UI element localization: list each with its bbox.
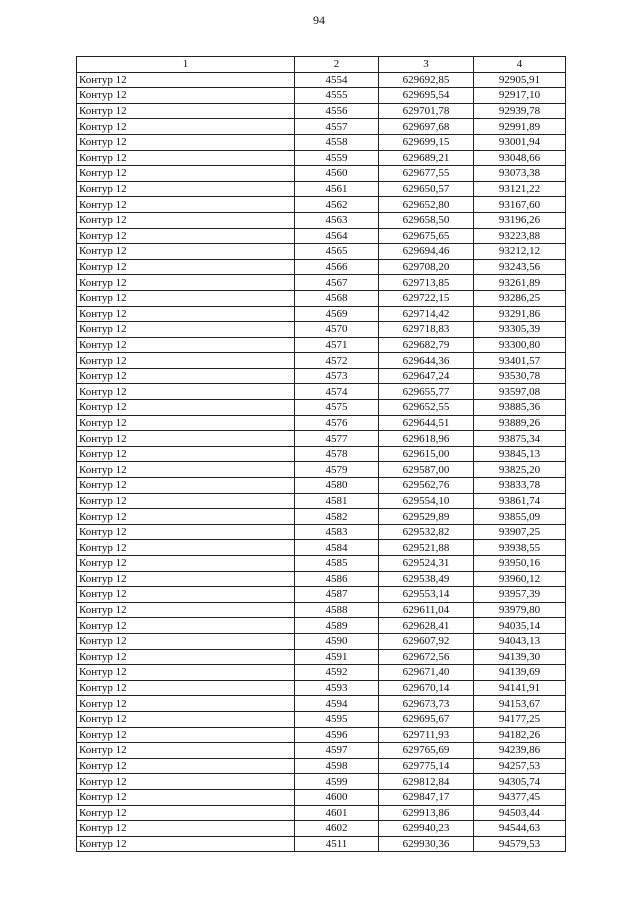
contour-name-cell: Контур 12 (77, 306, 295, 322)
point-number-cell: 4567 (295, 275, 379, 291)
point-number-cell: 4600 (295, 789, 379, 805)
contour-name-cell: Контур 12 (77, 540, 295, 556)
contour-name-cell: Контур 12 (77, 743, 295, 759)
table-row (77, 446, 566, 462)
point-number-cell: 4599 (295, 774, 379, 790)
x-coordinate-cell: 629647,24 (379, 368, 474, 384)
table-row (77, 509, 566, 525)
y-coordinate-cell: 93950,16 (474, 556, 566, 572)
point-number-cell: 4571 (295, 337, 379, 353)
contour-name-cell: Контур 12 (77, 633, 295, 649)
contour-name-cell: Контур 12 (77, 758, 295, 774)
table-row (77, 212, 566, 228)
y-coordinate-cell: 93833,78 (474, 478, 566, 494)
table-row (77, 524, 566, 540)
contour-name-cell: Контур 12 (77, 805, 295, 821)
contour-name-cell: Контур 12 (77, 524, 295, 540)
y-coordinate-cell: 93885,36 (474, 400, 566, 416)
x-coordinate-cell: 629775,14 (379, 758, 474, 774)
y-coordinate-cell: 93875,34 (474, 431, 566, 447)
table-row (77, 290, 566, 306)
point-number-cell: 4584 (295, 540, 379, 556)
x-coordinate-cell: 629587,00 (379, 462, 474, 478)
contour-name-cell: Контур 12 (77, 789, 295, 805)
contour-name-cell: Контур 12 (77, 181, 295, 197)
table-row (77, 431, 566, 447)
point-number-cell: 4595 (295, 711, 379, 727)
table-body (77, 72, 566, 852)
point-number-cell: 4601 (295, 805, 379, 821)
contour-name-cell: Контур 12 (77, 353, 295, 369)
point-number-cell: 4563 (295, 212, 379, 228)
x-coordinate-cell: 629692,85 (379, 72, 474, 88)
y-coordinate-cell: 93861,74 (474, 493, 566, 509)
y-coordinate-cell: 93907,25 (474, 524, 566, 540)
x-coordinate-cell: 629553,14 (379, 587, 474, 603)
contour-name-cell: Контур 12 (77, 88, 295, 104)
y-coordinate-cell: 94305,74 (474, 774, 566, 790)
x-coordinate-cell: 629812,84 (379, 774, 474, 790)
point-number-cell: 4559 (295, 150, 379, 166)
point-number-cell: 4558 (295, 134, 379, 150)
coordinates-table (76, 56, 566, 852)
point-number-cell: 4568 (295, 290, 379, 306)
table-row (77, 587, 566, 603)
table-row (77, 602, 566, 618)
y-coordinate-cell: 93938,55 (474, 540, 566, 556)
point-number-cell: 4591 (295, 649, 379, 665)
x-coordinate-cell: 629673,73 (379, 696, 474, 712)
x-coordinate-cell: 629718,83 (379, 322, 474, 338)
point-number-cell: 4597 (295, 743, 379, 759)
point-number-cell: 4589 (295, 618, 379, 634)
contour-name-cell: Контур 12 (77, 649, 295, 665)
x-coordinate-cell: 629722,15 (379, 290, 474, 306)
table-row (77, 821, 566, 837)
x-coordinate-cell: 629670,14 (379, 680, 474, 696)
y-coordinate-cell: 93223,88 (474, 228, 566, 244)
point-number-cell: 4556 (295, 103, 379, 119)
table-row (77, 368, 566, 384)
contour-name-cell: Контур 12 (77, 696, 295, 712)
y-coordinate-cell: 93073,38 (474, 166, 566, 182)
table-row (77, 493, 566, 509)
point-number-cell: 4573 (295, 368, 379, 384)
y-coordinate-cell: 93825,20 (474, 462, 566, 478)
y-coordinate-cell: 93121,22 (474, 181, 566, 197)
x-coordinate-cell: 629615,00 (379, 446, 474, 462)
y-coordinate-cell: 93960,12 (474, 571, 566, 587)
y-coordinate-cell: 94377,45 (474, 789, 566, 805)
contour-name-cell: Контур 12 (77, 509, 295, 525)
point-number-cell: 4580 (295, 478, 379, 494)
contour-name-cell: Контур 12 (77, 72, 295, 88)
y-coordinate-cell: 94182,26 (474, 727, 566, 743)
point-number-cell: 4511 (295, 836, 379, 852)
column-header-3: 3 (379, 57, 474, 73)
table-row (77, 337, 566, 353)
table-row (77, 322, 566, 338)
x-coordinate-cell: 629521,88 (379, 540, 474, 556)
point-number-cell: 4579 (295, 462, 379, 478)
point-number-cell: 4588 (295, 602, 379, 618)
contour-name-cell: Контур 12 (77, 618, 295, 634)
contour-name-cell: Контур 12 (77, 587, 295, 603)
point-number-cell: 4576 (295, 415, 379, 431)
contour-name-cell: Контур 12 (77, 290, 295, 306)
point-number-cell: 4561 (295, 181, 379, 197)
contour-name-cell: Контур 12 (77, 103, 295, 119)
x-coordinate-cell: 629611,04 (379, 602, 474, 618)
x-coordinate-cell: 629713,85 (379, 275, 474, 291)
table-row (77, 836, 566, 852)
y-coordinate-cell: 93530,78 (474, 368, 566, 384)
x-coordinate-cell: 629652,55 (379, 400, 474, 416)
y-coordinate-cell: 94139,69 (474, 665, 566, 681)
point-number-cell: 4555 (295, 88, 379, 104)
table-row (77, 618, 566, 634)
y-coordinate-cell: 94141,91 (474, 680, 566, 696)
y-coordinate-cell: 94257,53 (474, 758, 566, 774)
point-number-cell: 4585 (295, 556, 379, 572)
point-number-cell: 4582 (295, 509, 379, 525)
table-row (77, 649, 566, 665)
table-row (77, 275, 566, 291)
x-coordinate-cell: 629930,36 (379, 836, 474, 852)
x-coordinate-cell: 629644,51 (379, 415, 474, 431)
y-coordinate-cell: 93855,09 (474, 509, 566, 525)
column-header-2: 2 (295, 57, 379, 73)
contour-name-cell: Контур 12 (77, 462, 295, 478)
contour-name-cell: Контур 12 (77, 134, 295, 150)
x-coordinate-cell: 629554,10 (379, 493, 474, 509)
point-number-cell: 4583 (295, 524, 379, 540)
point-number-cell: 4560 (295, 166, 379, 182)
point-number-cell: 4570 (295, 322, 379, 338)
contour-name-cell: Контур 12 (77, 556, 295, 572)
contour-name-cell: Контур 12 (77, 415, 295, 431)
table-row (77, 462, 566, 478)
y-coordinate-cell: 92917,10 (474, 88, 566, 104)
x-coordinate-cell: 629652,80 (379, 197, 474, 213)
x-coordinate-cell: 629701,78 (379, 103, 474, 119)
y-coordinate-cell: 93305,39 (474, 322, 566, 338)
point-number-cell: 4562 (295, 197, 379, 213)
y-coordinate-cell: 93291,86 (474, 306, 566, 322)
table-row (77, 774, 566, 790)
column-header-4: 4 (474, 57, 566, 73)
page-number: 94 (313, 13, 325, 27)
table-row (77, 244, 566, 260)
contour-name-cell: Контур 12 (77, 571, 295, 587)
contour-name-cell: Контур 12 (77, 478, 295, 494)
table-row (77, 134, 566, 150)
point-number-cell: 4575 (295, 400, 379, 416)
table-row (77, 166, 566, 182)
point-number-cell: 4590 (295, 633, 379, 649)
y-coordinate-cell: 93196,26 (474, 212, 566, 228)
contour-name-cell: Контур 12 (77, 602, 295, 618)
contour-name-cell: Контур 12 (77, 228, 295, 244)
contour-name-cell: Контур 12 (77, 493, 295, 509)
table-row (77, 789, 566, 805)
contour-name-cell: Контур 12 (77, 259, 295, 275)
y-coordinate-cell: 94153,67 (474, 696, 566, 712)
table-row (77, 400, 566, 416)
y-coordinate-cell: 94579,53 (474, 836, 566, 852)
y-coordinate-cell: 93889,26 (474, 415, 566, 431)
x-coordinate-cell: 629532,82 (379, 524, 474, 540)
contour-name-cell: Контур 12 (77, 166, 295, 182)
table-header-row (77, 57, 566, 73)
point-number-cell: 4572 (295, 353, 379, 369)
point-number-cell: 4592 (295, 665, 379, 681)
y-coordinate-cell: 93001,94 (474, 134, 566, 150)
table-row (77, 88, 566, 104)
table-row (77, 228, 566, 244)
point-number-cell: 4594 (295, 696, 379, 712)
table-row (77, 571, 566, 587)
table-row (77, 805, 566, 821)
y-coordinate-cell: 94139,30 (474, 649, 566, 665)
x-coordinate-cell: 629538,49 (379, 571, 474, 587)
table-row (77, 103, 566, 119)
x-coordinate-cell: 629708,20 (379, 259, 474, 275)
x-coordinate-cell: 629644,36 (379, 353, 474, 369)
x-coordinate-cell: 629694,46 (379, 244, 474, 260)
y-coordinate-cell: 93286,25 (474, 290, 566, 306)
contour-name-cell: Контур 12 (77, 665, 295, 681)
point-number-cell: 4587 (295, 587, 379, 603)
x-coordinate-cell: 629524,31 (379, 556, 474, 572)
point-number-cell: 4596 (295, 727, 379, 743)
x-coordinate-cell: 629655,77 (379, 384, 474, 400)
table-row (77, 181, 566, 197)
point-number-cell: 4564 (295, 228, 379, 244)
table-row (77, 696, 566, 712)
y-coordinate-cell: 93979,80 (474, 602, 566, 618)
contour-name-cell: Контур 12 (77, 275, 295, 291)
table-row (77, 743, 566, 759)
point-number-cell: 4602 (295, 821, 379, 837)
contour-name-cell: Контур 12 (77, 368, 295, 384)
point-number-cell: 4554 (295, 72, 379, 88)
contour-name-cell: Контур 12 (77, 727, 295, 743)
point-number-cell: 4566 (295, 259, 379, 275)
y-coordinate-cell: 92905,91 (474, 72, 566, 88)
y-coordinate-cell: 93401,57 (474, 353, 566, 369)
contour-name-cell: Контур 12 (77, 680, 295, 696)
point-number-cell: 4598 (295, 758, 379, 774)
point-number-cell: 4577 (295, 431, 379, 447)
contour-name-cell: Контур 12 (77, 821, 295, 837)
contour-name-cell: Контур 12 (77, 337, 295, 353)
point-number-cell: 4557 (295, 119, 379, 135)
table-row (77, 306, 566, 322)
x-coordinate-cell: 629675,65 (379, 228, 474, 244)
x-coordinate-cell: 629695,54 (379, 88, 474, 104)
x-coordinate-cell: 629677,55 (379, 166, 474, 182)
x-coordinate-cell: 629940,23 (379, 821, 474, 837)
y-coordinate-cell: 94043,13 (474, 633, 566, 649)
table-row (77, 197, 566, 213)
table-row (77, 758, 566, 774)
table-row (77, 353, 566, 369)
y-coordinate-cell: 93261,89 (474, 275, 566, 291)
y-coordinate-cell: 94544,63 (474, 821, 566, 837)
y-coordinate-cell: 94177,25 (474, 711, 566, 727)
point-number-cell: 4565 (295, 244, 379, 260)
point-number-cell: 4581 (295, 493, 379, 509)
y-coordinate-cell: 93212,12 (474, 244, 566, 260)
contour-name-cell: Контур 12 (77, 400, 295, 416)
x-coordinate-cell: 629672,56 (379, 649, 474, 665)
table-row (77, 415, 566, 431)
y-coordinate-cell: 94503,44 (474, 805, 566, 821)
contour-name-cell: Контур 12 (77, 197, 295, 213)
table-row (77, 680, 566, 696)
y-coordinate-cell: 93845,13 (474, 446, 566, 462)
contour-name-cell: Контур 12 (77, 212, 295, 228)
x-coordinate-cell: 629695,67 (379, 711, 474, 727)
table-row (77, 72, 566, 88)
contour-name-cell: Контур 12 (77, 711, 295, 727)
table-row (77, 727, 566, 743)
table-row (77, 478, 566, 494)
point-number-cell: 4586 (295, 571, 379, 587)
contour-name-cell: Контур 12 (77, 431, 295, 447)
contour-name-cell: Контур 12 (77, 384, 295, 400)
table-row (77, 384, 566, 400)
y-coordinate-cell: 93167,60 (474, 197, 566, 213)
point-number-cell: 4569 (295, 306, 379, 322)
y-coordinate-cell: 94035,14 (474, 618, 566, 634)
x-coordinate-cell: 629618,96 (379, 431, 474, 447)
table-row (77, 665, 566, 681)
table-row (77, 556, 566, 572)
column-header-1: 1 (77, 57, 295, 73)
x-coordinate-cell: 629529,89 (379, 509, 474, 525)
y-coordinate-cell: 92939,78 (474, 103, 566, 119)
x-coordinate-cell: 629682,79 (379, 337, 474, 353)
x-coordinate-cell: 629913,86 (379, 805, 474, 821)
table-row (77, 119, 566, 135)
x-coordinate-cell: 629562,76 (379, 478, 474, 494)
x-coordinate-cell: 629671,40 (379, 665, 474, 681)
x-coordinate-cell: 629607,92 (379, 633, 474, 649)
contour-name-cell: Контур 12 (77, 119, 295, 135)
y-coordinate-cell: 93300,80 (474, 337, 566, 353)
x-coordinate-cell: 629699,15 (379, 134, 474, 150)
point-number-cell: 4574 (295, 384, 379, 400)
point-number-cell: 4578 (295, 446, 379, 462)
y-coordinate-cell: 92991,89 (474, 119, 566, 135)
x-coordinate-cell: 629711,93 (379, 727, 474, 743)
x-coordinate-cell: 629847,17 (379, 789, 474, 805)
y-coordinate-cell: 93048,66 (474, 150, 566, 166)
table-row (77, 540, 566, 556)
y-coordinate-cell: 94239,86 (474, 743, 566, 759)
table-row (77, 633, 566, 649)
contour-name-cell: Контур 12 (77, 774, 295, 790)
contour-name-cell: Контур 12 (77, 836, 295, 852)
x-coordinate-cell: 629658,50 (379, 212, 474, 228)
table-row (77, 259, 566, 275)
contour-name-cell: Контур 12 (77, 446, 295, 462)
table-row (77, 150, 566, 166)
x-coordinate-cell: 629697,68 (379, 119, 474, 135)
contour-name-cell: Контур 12 (77, 150, 295, 166)
x-coordinate-cell: 629714,42 (379, 306, 474, 322)
x-coordinate-cell: 629765,69 (379, 743, 474, 759)
y-coordinate-cell: 93597,08 (474, 384, 566, 400)
x-coordinate-cell: 629628,41 (379, 618, 474, 634)
table-row (77, 711, 566, 727)
contour-name-cell: Контур 12 (77, 244, 295, 260)
contour-name-cell: Контур 12 (77, 322, 295, 338)
y-coordinate-cell: 93957,39 (474, 587, 566, 603)
x-coordinate-cell: 629689,21 (379, 150, 474, 166)
point-number-cell: 4593 (295, 680, 379, 696)
x-coordinate-cell: 629650,57 (379, 181, 474, 197)
y-coordinate-cell: 93243,56 (474, 259, 566, 275)
